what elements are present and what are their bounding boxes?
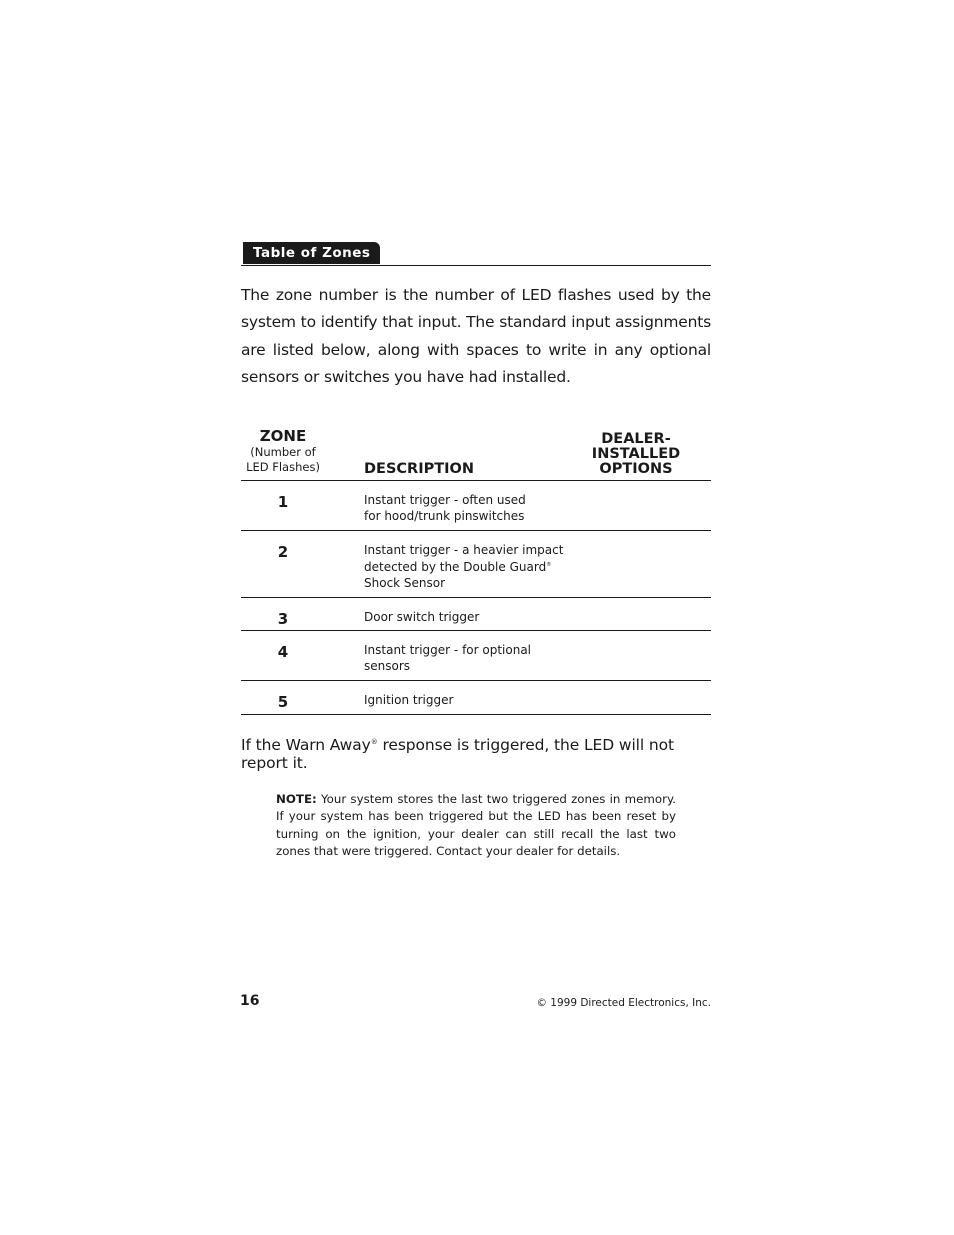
description-line: Ignition trigger xyxy=(364,692,454,707)
section-header xyxy=(241,241,711,266)
registered-mark: ® xyxy=(546,562,552,569)
zone-description xyxy=(364,681,574,714)
copyright-notice: © 1999 Directed Electronics, Inc. xyxy=(536,997,711,1009)
page-number: 16 xyxy=(240,993,260,1009)
zone-number: 5 xyxy=(277,692,289,711)
warn-text-after: response is triggered, the LED will not report it. xyxy=(241,735,674,772)
zone-description xyxy=(364,631,574,679)
zone-column-header xyxy=(241,427,325,475)
zone-number: 3 xyxy=(277,609,289,628)
description-line xyxy=(364,558,574,576)
description-column-header: DESCRIPTION xyxy=(364,461,474,478)
section-title-tab: Table of Zones xyxy=(243,242,380,264)
note-paragraph xyxy=(276,791,676,861)
zone-header-title: ZONE xyxy=(259,427,307,446)
table-row xyxy=(241,481,711,530)
page-content xyxy=(241,241,711,861)
warn-away-statement xyxy=(241,736,711,772)
zone-header-subtitle-line-2: LED Flashes) xyxy=(246,460,320,475)
zone-number: 2 xyxy=(277,542,289,561)
zone-description xyxy=(364,598,574,631)
zone-description xyxy=(364,531,574,597)
options-column-header xyxy=(561,432,711,477)
description-line: Instant trigger - often used xyxy=(364,493,526,508)
zones-table xyxy=(241,417,711,714)
zone-number: 1 xyxy=(277,493,289,512)
description-line: Instant trigger - for optional xyxy=(364,643,532,658)
warn-text-before: If the Warn Away xyxy=(241,735,371,754)
note-text: Your system stores the last two triggered zones in memory. If your system has been triggered but the LED has been reset by turning on the ignition, your dealer can still recall the last two zones that were triggered. Contact your dealer for details. xyxy=(276,791,676,859)
note-label: NOTE: xyxy=(276,791,317,806)
description-line: sensors xyxy=(364,659,411,674)
table-row xyxy=(241,598,711,632)
options-header-line-2: OPTIONS xyxy=(599,461,673,478)
zone-header-subtitle-line-1: (Number of xyxy=(250,445,316,460)
table-row xyxy=(241,631,711,680)
options-header-line-1: DEALER-INSTALLED xyxy=(591,431,681,463)
description-line: Door switch trigger xyxy=(364,609,480,624)
description-line: for hood/trunk pinswitches xyxy=(364,508,525,523)
table-row xyxy=(241,531,711,598)
table-row xyxy=(241,681,711,715)
description-line: Shock Sensor xyxy=(364,576,446,590)
intro-paragraph: The zone number is the number of LED flashes used by the system to identify that input. The standard input assignments are listed below, along with spaces to write in any optional sensors or switches you have had installed. xyxy=(241,286,711,386)
zones-table-header xyxy=(241,417,711,481)
zone-number: 4 xyxy=(277,643,289,662)
description-line: Instant trigger - a heavier impact xyxy=(364,542,564,557)
registered-mark: ® xyxy=(370,737,378,746)
zone-description xyxy=(364,481,574,529)
description-line-text: detected by the Double Guard xyxy=(364,560,547,575)
